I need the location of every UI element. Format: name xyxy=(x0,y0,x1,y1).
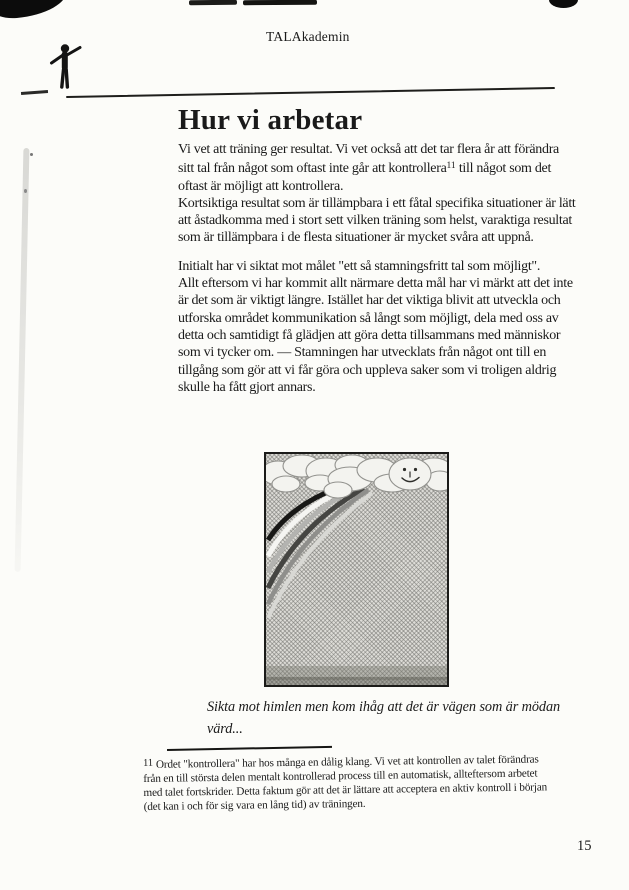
scan-binding-shadow xyxy=(15,148,30,572)
paragraph-2: Kortsiktiga resultat som är tillämpbara i ett fåtal specifika situationer är lätt att åstadkomma med i stort sett vilken träning som helst, varaktiga resultat som är tillämpbara i de flesta situationer är mycket svåra att uppnå. xyxy=(178,195,576,246)
header-brand: TALAkademin xyxy=(266,29,350,44)
footnote-marker: 11 xyxy=(143,757,153,769)
scan-artifact-top-left xyxy=(0,0,69,21)
scan-artifact-top-center-2 xyxy=(243,0,317,5)
scan-artifact-top-center-1 xyxy=(189,0,237,5)
article xyxy=(178,104,576,396)
scan-artifact-top-right xyxy=(549,0,578,8)
footnote-rule xyxy=(167,746,332,751)
paragraph-1-text: Vi vet att träning ger resultat. Vi vet också att det tar flera år att förändra sitt tal från något som oftast inte går att kontrollera xyxy=(178,142,559,177)
figure-caption: Sikta mot himlen men kom ihåg att det är vägen som är mödan värd... xyxy=(207,699,561,737)
footnote xyxy=(143,751,548,814)
paragraph-4: Allt eftersom vi har kommit allt närmare detta mål har vi märkt att det inte är det som är viktigt längre. Istället har det viktiga blivit att utveckla och utforska området kommunikation så långt som möjligt, dela med oss av detta och samtidigt få glädjen att göra detta tillsammans med människor som vi tycker om. — Stamningen har utvecklats från något ont till en tillgång som gör att vi får göra och uppleva saker som vi troligen aldrig skulle ha fått gjort annars. xyxy=(178,276,573,395)
page-title: Hur vi arbetar xyxy=(178,104,363,136)
paragraph-1-text-after: till något som det oftast är möjligt att kontrollera. xyxy=(178,161,552,194)
paragraph-3: Initialt har vi siktat mot målet "ett så stamningsfritt tal som möjligt". xyxy=(178,258,541,274)
scan-speck xyxy=(30,153,33,156)
tightrope-walker-icon xyxy=(44,42,84,97)
footnote-reference: 11 xyxy=(446,161,456,172)
footnote-text: Ordet "kontrollera" har hos många en dålig klang. Vi vet att kontrollen av talet förändras från en till största delen mentalt kontrollerad process till en automatisk, allteftersom arbetet med talet fortskrider. Detta faktum gör att det är lättare att acceptera en aktiv kontroll i början (det kan i och för sig vara en lång tid) av träningen. xyxy=(143,753,548,813)
page-number: 15 xyxy=(577,838,592,854)
header-rule xyxy=(66,87,555,98)
rainbow-cloud-illustration xyxy=(264,452,449,687)
scan-speck xyxy=(24,189,27,193)
paragraph-1 xyxy=(178,141,576,195)
